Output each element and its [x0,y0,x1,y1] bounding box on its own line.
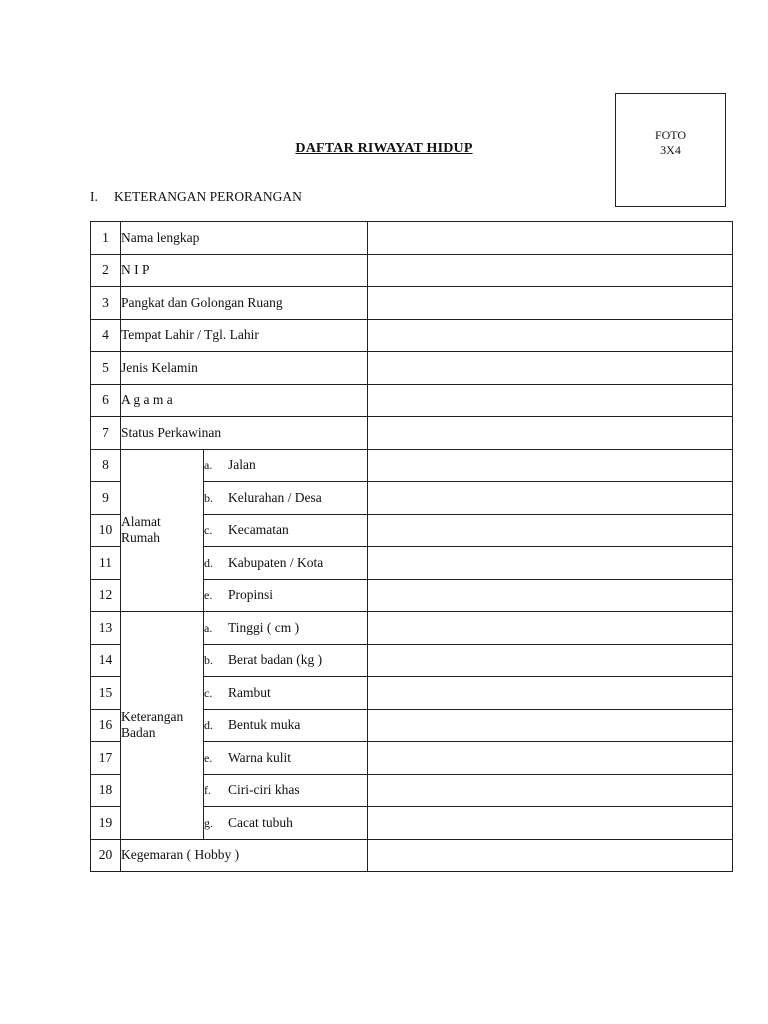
sub-field-text: Kelurahan / Desa [228,489,322,505]
row-number: 7 [91,417,121,450]
field-value-rambut[interactable] [368,677,733,710]
sub-field-label [204,579,368,612]
row-number: 19 [91,807,121,840]
field-value-tinggi[interactable] [368,612,733,645]
row-number: 5 [91,352,121,385]
row-number: 17 [91,742,121,775]
field-value-pangkat[interactable] [368,287,733,320]
section-heading [90,189,302,205]
sub-field-text: Cacat tubuh [228,814,293,830]
sub-field-letter: e. [204,588,213,603]
field-value-status-perkawinan[interactable] [368,417,733,450]
row-number: 11 [91,547,121,580]
row-number: 4 [91,319,121,352]
sub-field-label [204,482,368,515]
field-value-agama[interactable] [368,384,733,417]
field-label-pangkat: Pangkat dan Golongan Ruang [121,287,368,320]
field-value-berat-badan[interactable] [368,644,733,677]
row-number: 6 [91,384,121,417]
field-value-warna-kulit[interactable] [368,742,733,775]
field-value-jalan[interactable] [368,449,733,482]
row-number: 2 [91,254,121,287]
field-label-status-perkawinan: Status Perkawinan [121,417,368,450]
sub-field-text: Rambut [228,684,271,700]
section-number: I. [90,189,98,204]
sub-field-letter: a. [204,458,213,473]
field-label-nip: N I P [121,254,368,287]
sub-field-label [204,514,368,547]
table-row [91,319,733,352]
row-number: 20 [91,839,121,872]
group-label-line: Keterangan [121,709,184,725]
sub-field-letter: b. [204,490,213,505]
sub-field-letter: a. [204,620,213,635]
sub-field-text: Berat badan (kg ) [228,652,323,668]
sub-field-text: Warna kulit [228,749,292,765]
table-row [91,287,733,320]
field-value-nama-lengkap[interactable] [368,222,733,255]
field-value-jenis-kelamin[interactable] [368,352,733,385]
document-title: DAFTAR RIWAYAT HIDUP [295,141,473,156]
photo-label: FOTO [654,128,687,142]
row-number: 8 [91,449,121,482]
sub-field-text: Ciri-ciri khas [228,782,300,798]
row-number: 3 [91,287,121,320]
sub-field-letter: b. [204,653,213,668]
sub-field-text: Propinsi [228,587,274,603]
sub-field-label [204,742,368,775]
sub-field-text: Kecamatan [228,522,289,538]
sub-field-letter: c. [204,523,213,538]
row-number: 18 [91,774,121,807]
field-value-tempat-tgl-lahir[interactable] [368,319,733,352]
sub-field-label [204,449,368,482]
sub-field-text: Bentuk muka [228,717,301,733]
sub-field-letter: f. [204,783,211,798]
row-number: 13 [91,612,121,645]
group-label-alamat-rumah [121,449,204,612]
sub-field-label [204,644,368,677]
row-number: 14 [91,644,121,677]
group-label-line: Badan [121,725,156,741]
sub-field-label [204,709,368,742]
field-value-kegemaran[interactable] [368,839,733,872]
table-row [91,417,733,450]
row-number: 9 [91,482,121,515]
field-value-cacat-tubuh[interactable] [368,807,733,840]
field-value-bentuk-muka[interactable] [368,709,733,742]
sub-field-text: Jalan [228,457,256,473]
table-row [91,449,733,482]
row-number: 16 [91,709,121,742]
sub-field-text: Tinggi ( cm ) [228,619,300,635]
row-number: 1 [91,222,121,255]
row-number: 10 [91,514,121,547]
table-row [91,612,733,645]
photo-size-label: 3X4 [660,143,681,157]
personal-info-table [90,221,733,872]
sub-field-label [204,677,368,710]
sub-field-label [204,774,368,807]
sub-field-letter: d. [204,718,213,733]
group-label-line: Rumah [121,530,160,546]
section-title: KETERANGAN PERORANGAN [114,189,302,204]
sub-field-text: Kabupaten / Kota [228,554,324,570]
field-label-jenis-kelamin: Jenis Kelamin [121,352,368,385]
sub-field-letter: c. [204,685,213,700]
table-row [91,384,733,417]
sub-field-label [204,612,368,645]
field-value-kelurahan[interactable] [368,482,733,515]
table-row [91,352,733,385]
field-value-nip[interactable] [368,254,733,287]
field-label-kegemaran: Kegemaran ( Hobby ) [121,839,368,872]
field-value-ciri-khas[interactable] [368,774,733,807]
table-row [91,254,733,287]
field-label-nama-lengkap: Nama lengkap [121,222,368,255]
sub-field-letter: g. [204,815,213,830]
field-label-tempat-tgl-lahir: Tempat Lahir / Tgl. Lahir [121,319,368,352]
group-label-line: Alamat [121,514,161,530]
group-label-keterangan-badan [121,612,204,840]
row-number: 15 [91,677,121,710]
field-value-kecamatan[interactable] [368,514,733,547]
sub-field-label [204,547,368,580]
sub-field-label [204,807,368,840]
table-row [91,222,733,255]
sub-field-letter: e. [204,750,213,765]
table-row [91,839,733,872]
row-number: 12 [91,579,121,612]
sub-field-letter: d. [204,555,213,570]
field-label-agama: A g a m a [121,384,368,417]
field-value-propinsi[interactable] [368,579,733,612]
field-value-kabupaten[interactable] [368,547,733,580]
